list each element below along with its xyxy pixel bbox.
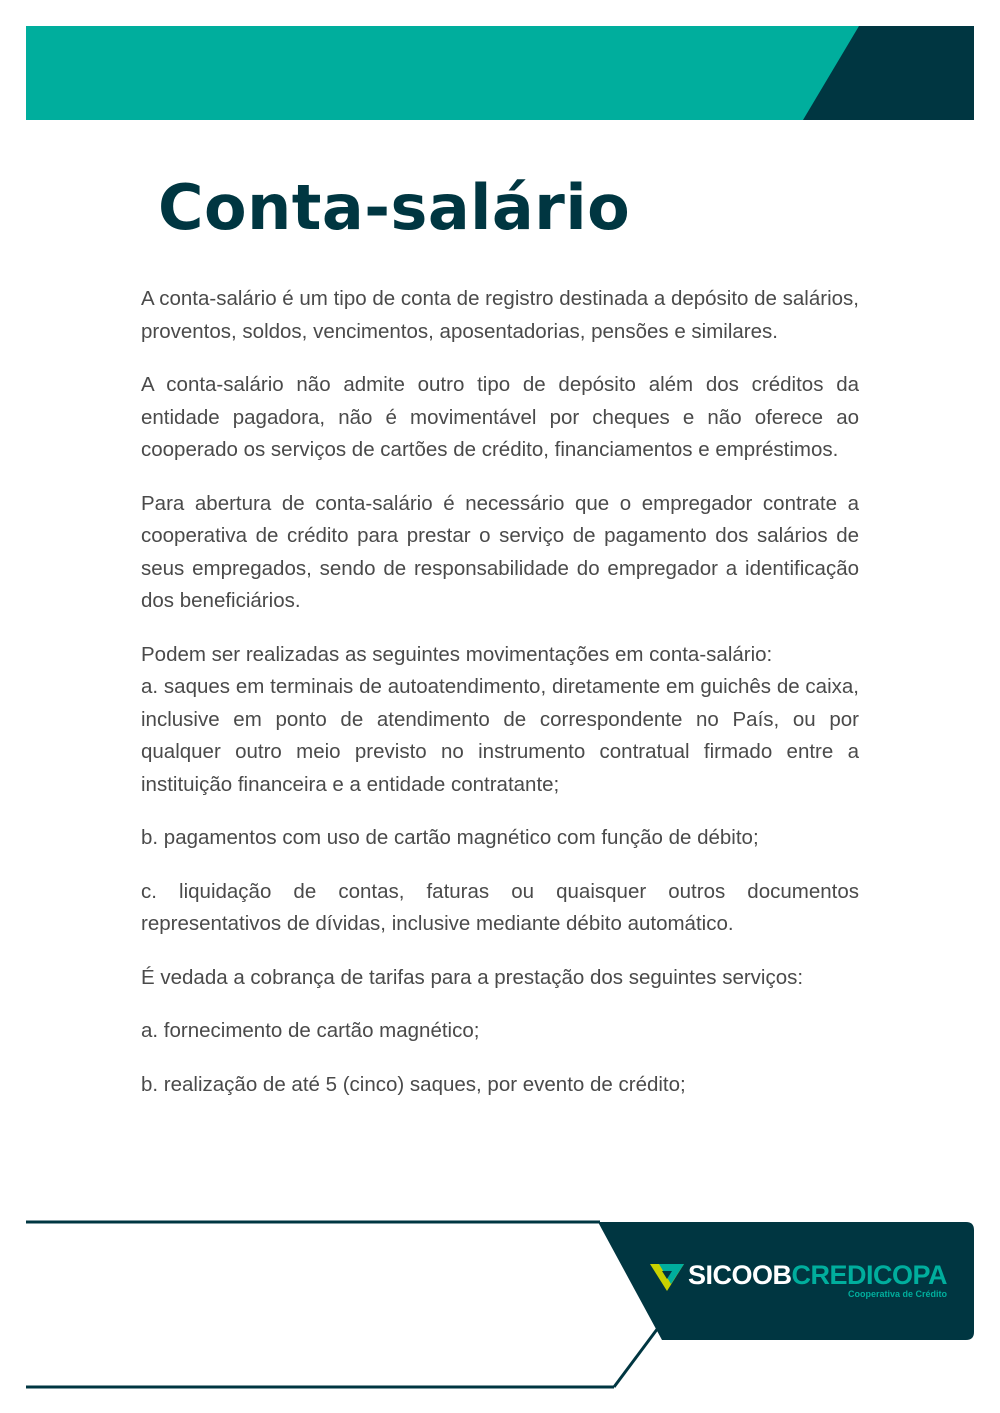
logo-word-credicopa: CREDICOPA [791,1260,948,1290]
header-banner [0,0,1000,140]
document-body [141,283,859,1122]
logo-wordmark [688,1258,947,1292]
list-item-b-payments: b. pagamentos com uso de cartão magnético com função de débito; [141,826,759,849]
footer-slant-line [614,1328,658,1387]
footer-decoration [0,1210,1000,1413]
sicoob-triangle-icon [650,1262,684,1292]
paragraph-movements-intro: Podem ser realizadas as seguintes movimentações em conta-salário: [141,642,773,666]
list-item-b-free-withdrawals: b. realização de até 5 (cinco) saques, por evento de crédito; [141,1072,686,1096]
page-title: Conta-salário [158,171,631,244]
list-item-c-settlement: c. liquidação de contas, faturas ou quaisquer outros documentos representativos de dívidas, inclusive mediante débito automático. [141,879,859,935]
paragraph-definition: A conta-salário é um tipo de conta de registro destinada a depósito de salários, proventos, soldos, vencimentos, aposentadorias, pensões e similares. [141,287,859,343]
list-item-a-card: a. fornecimento de cartão magnético; [141,1019,480,1042]
list-item-a-withdrawals: a. saques em terminais de autoatendimento, diretamente em guichês de caixa, inclusive em ponto de atendimento de correspondente no País, ou por qualquer outro meio previsto no instrumento contratual firmado entre a instituição financeira e a entidade contratante; [141,675,859,796]
logo-subtitle: Cooperativa de Crédito [848,1289,948,1299]
paragraph-opening: Para abertura de conta-salário é necessário que o empregador contrate a cooperativa de crédito para prestar o serviço de pagamento dos salários de seus empregados, sendo de responsabilidade do empregador a identificação dos beneficiários. [141,491,859,612]
paragraph-restrictions: A conta-salário não admite outro tipo de depósito além dos créditos da entidade pagadora, não é movimentável por cheques e não oferece ao cooperado os serviços de cartões de crédito, financiamentos e empréstimos. [141,373,859,461]
logo-word-sicoob: SICOOB [688,1260,792,1290]
paragraph-fees-intro: É vedada a cobrança de tarifas para a prestação dos seguintes serviços: [141,965,804,989]
sicoob-credicopa-logo [650,1258,960,1308]
